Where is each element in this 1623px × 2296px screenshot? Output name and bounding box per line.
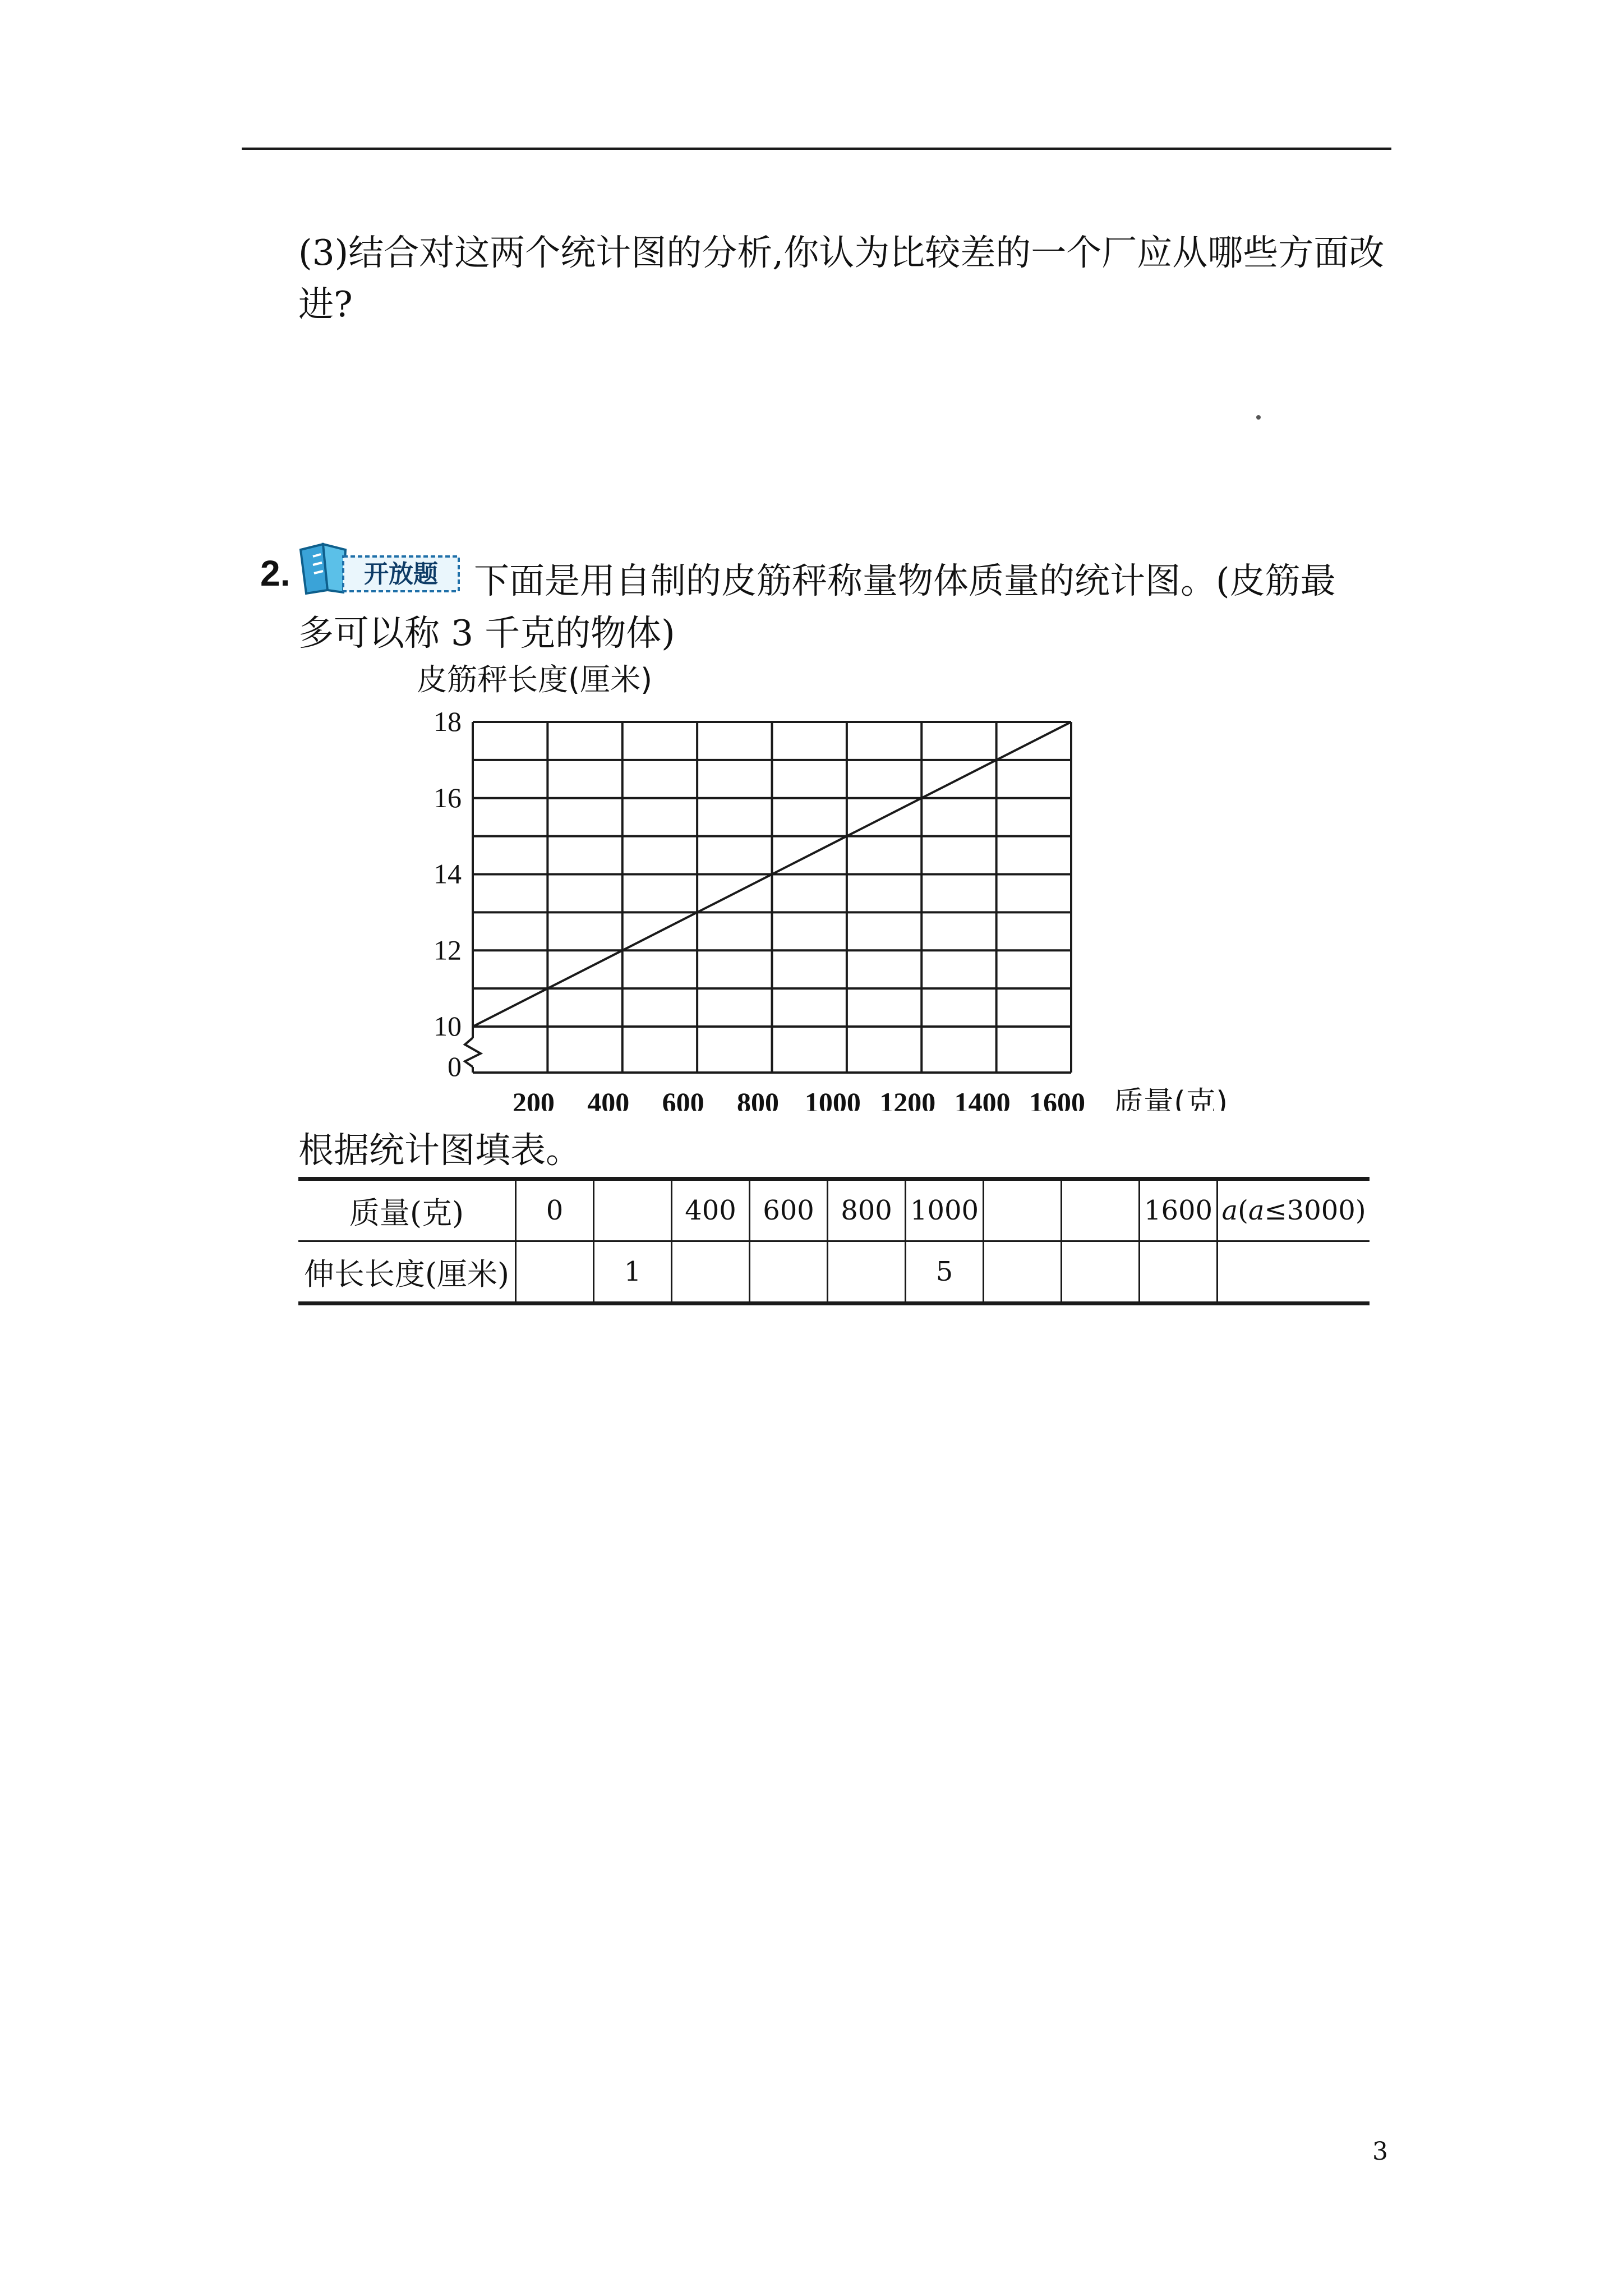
open-book-icon xyxy=(296,540,464,596)
cell[interactable] xyxy=(672,1241,750,1304)
badge-label: 开放题 xyxy=(364,560,438,588)
y-tick-label: 12 xyxy=(434,934,462,966)
stray-dot xyxy=(1256,415,1261,420)
question-2-text-line1: 下面是用自制的皮筋秤称量物体质量的统计图。(皮筋最 xyxy=(474,560,1336,601)
cell[interactable] xyxy=(516,1241,594,1304)
cell[interactable] xyxy=(1140,1241,1218,1304)
cell[interactable] xyxy=(984,1241,1062,1304)
fill-in-table xyxy=(298,1177,1370,1305)
x-axis-label: 质量(克) xyxy=(1113,1085,1228,1111)
cell[interactable] xyxy=(594,1179,672,1241)
cell[interactable] xyxy=(984,1179,1062,1241)
cell[interactable] xyxy=(1062,1179,1140,1241)
cell[interactable] xyxy=(828,1241,906,1304)
cell-variable-a: a(a≤3000) xyxy=(1218,1179,1370,1241)
cell: 1000 xyxy=(906,1179,984,1241)
x-tick-label: 1000 xyxy=(804,1087,861,1111)
cell: 1600 xyxy=(1140,1179,1218,1241)
question-3-text: (3)结合对这两个统计图的分析,你认为比较差的一个厂应从哪些方面改进? xyxy=(298,232,1385,325)
y-tick-label: 14 xyxy=(434,858,462,890)
y-tick-label: 18 xyxy=(434,706,462,737)
header-rule xyxy=(242,148,1391,150)
open-question-badge xyxy=(296,540,464,596)
cell: 0 xyxy=(516,1179,594,1241)
x-tick-label: 800 xyxy=(737,1087,779,1111)
x-tick-label: 1400 xyxy=(954,1087,1011,1111)
cell: 5 xyxy=(906,1241,984,1304)
fill-table-instruction: 根据统计图填表。 xyxy=(298,1130,581,1171)
chart-svg xyxy=(393,651,1318,1111)
y-tick-label: 10 xyxy=(434,1010,462,1042)
question-2-text-line2: 多可以称 3 千克的物体) xyxy=(298,613,675,654)
x-tick-label: 1200 xyxy=(879,1087,936,1111)
table-row-stretch xyxy=(298,1241,1370,1304)
table-row-mass xyxy=(298,1179,1370,1241)
cell: 1 xyxy=(594,1241,672,1304)
y-tick-label: 16 xyxy=(434,781,462,813)
cell: 800 xyxy=(828,1179,906,1241)
cell[interactable] xyxy=(1062,1241,1140,1304)
cell[interactable] xyxy=(1218,1241,1370,1304)
y-tick-label: 0 xyxy=(448,1051,462,1082)
x-tick-label: 1600 xyxy=(1029,1087,1085,1111)
question-2-number: 2. xyxy=(260,553,291,593)
x-tick-label: 400 xyxy=(587,1087,630,1111)
x-tick-label: 600 xyxy=(662,1087,704,1111)
cell: 600 xyxy=(750,1179,828,1241)
page-number: 3 xyxy=(1372,2137,1388,2166)
row-header-stretch: 伸长长度(厘米) xyxy=(298,1241,516,1304)
x-tick-label: 200 xyxy=(512,1087,555,1111)
cell[interactable] xyxy=(750,1241,828,1304)
y-axis-label: 皮筋秤长度(厘米) xyxy=(417,662,653,697)
cell: 400 xyxy=(672,1179,750,1241)
row-header-mass: 质量(克) xyxy=(298,1179,516,1241)
y-axis-break xyxy=(465,1038,481,1067)
line-chart xyxy=(393,651,1318,1113)
